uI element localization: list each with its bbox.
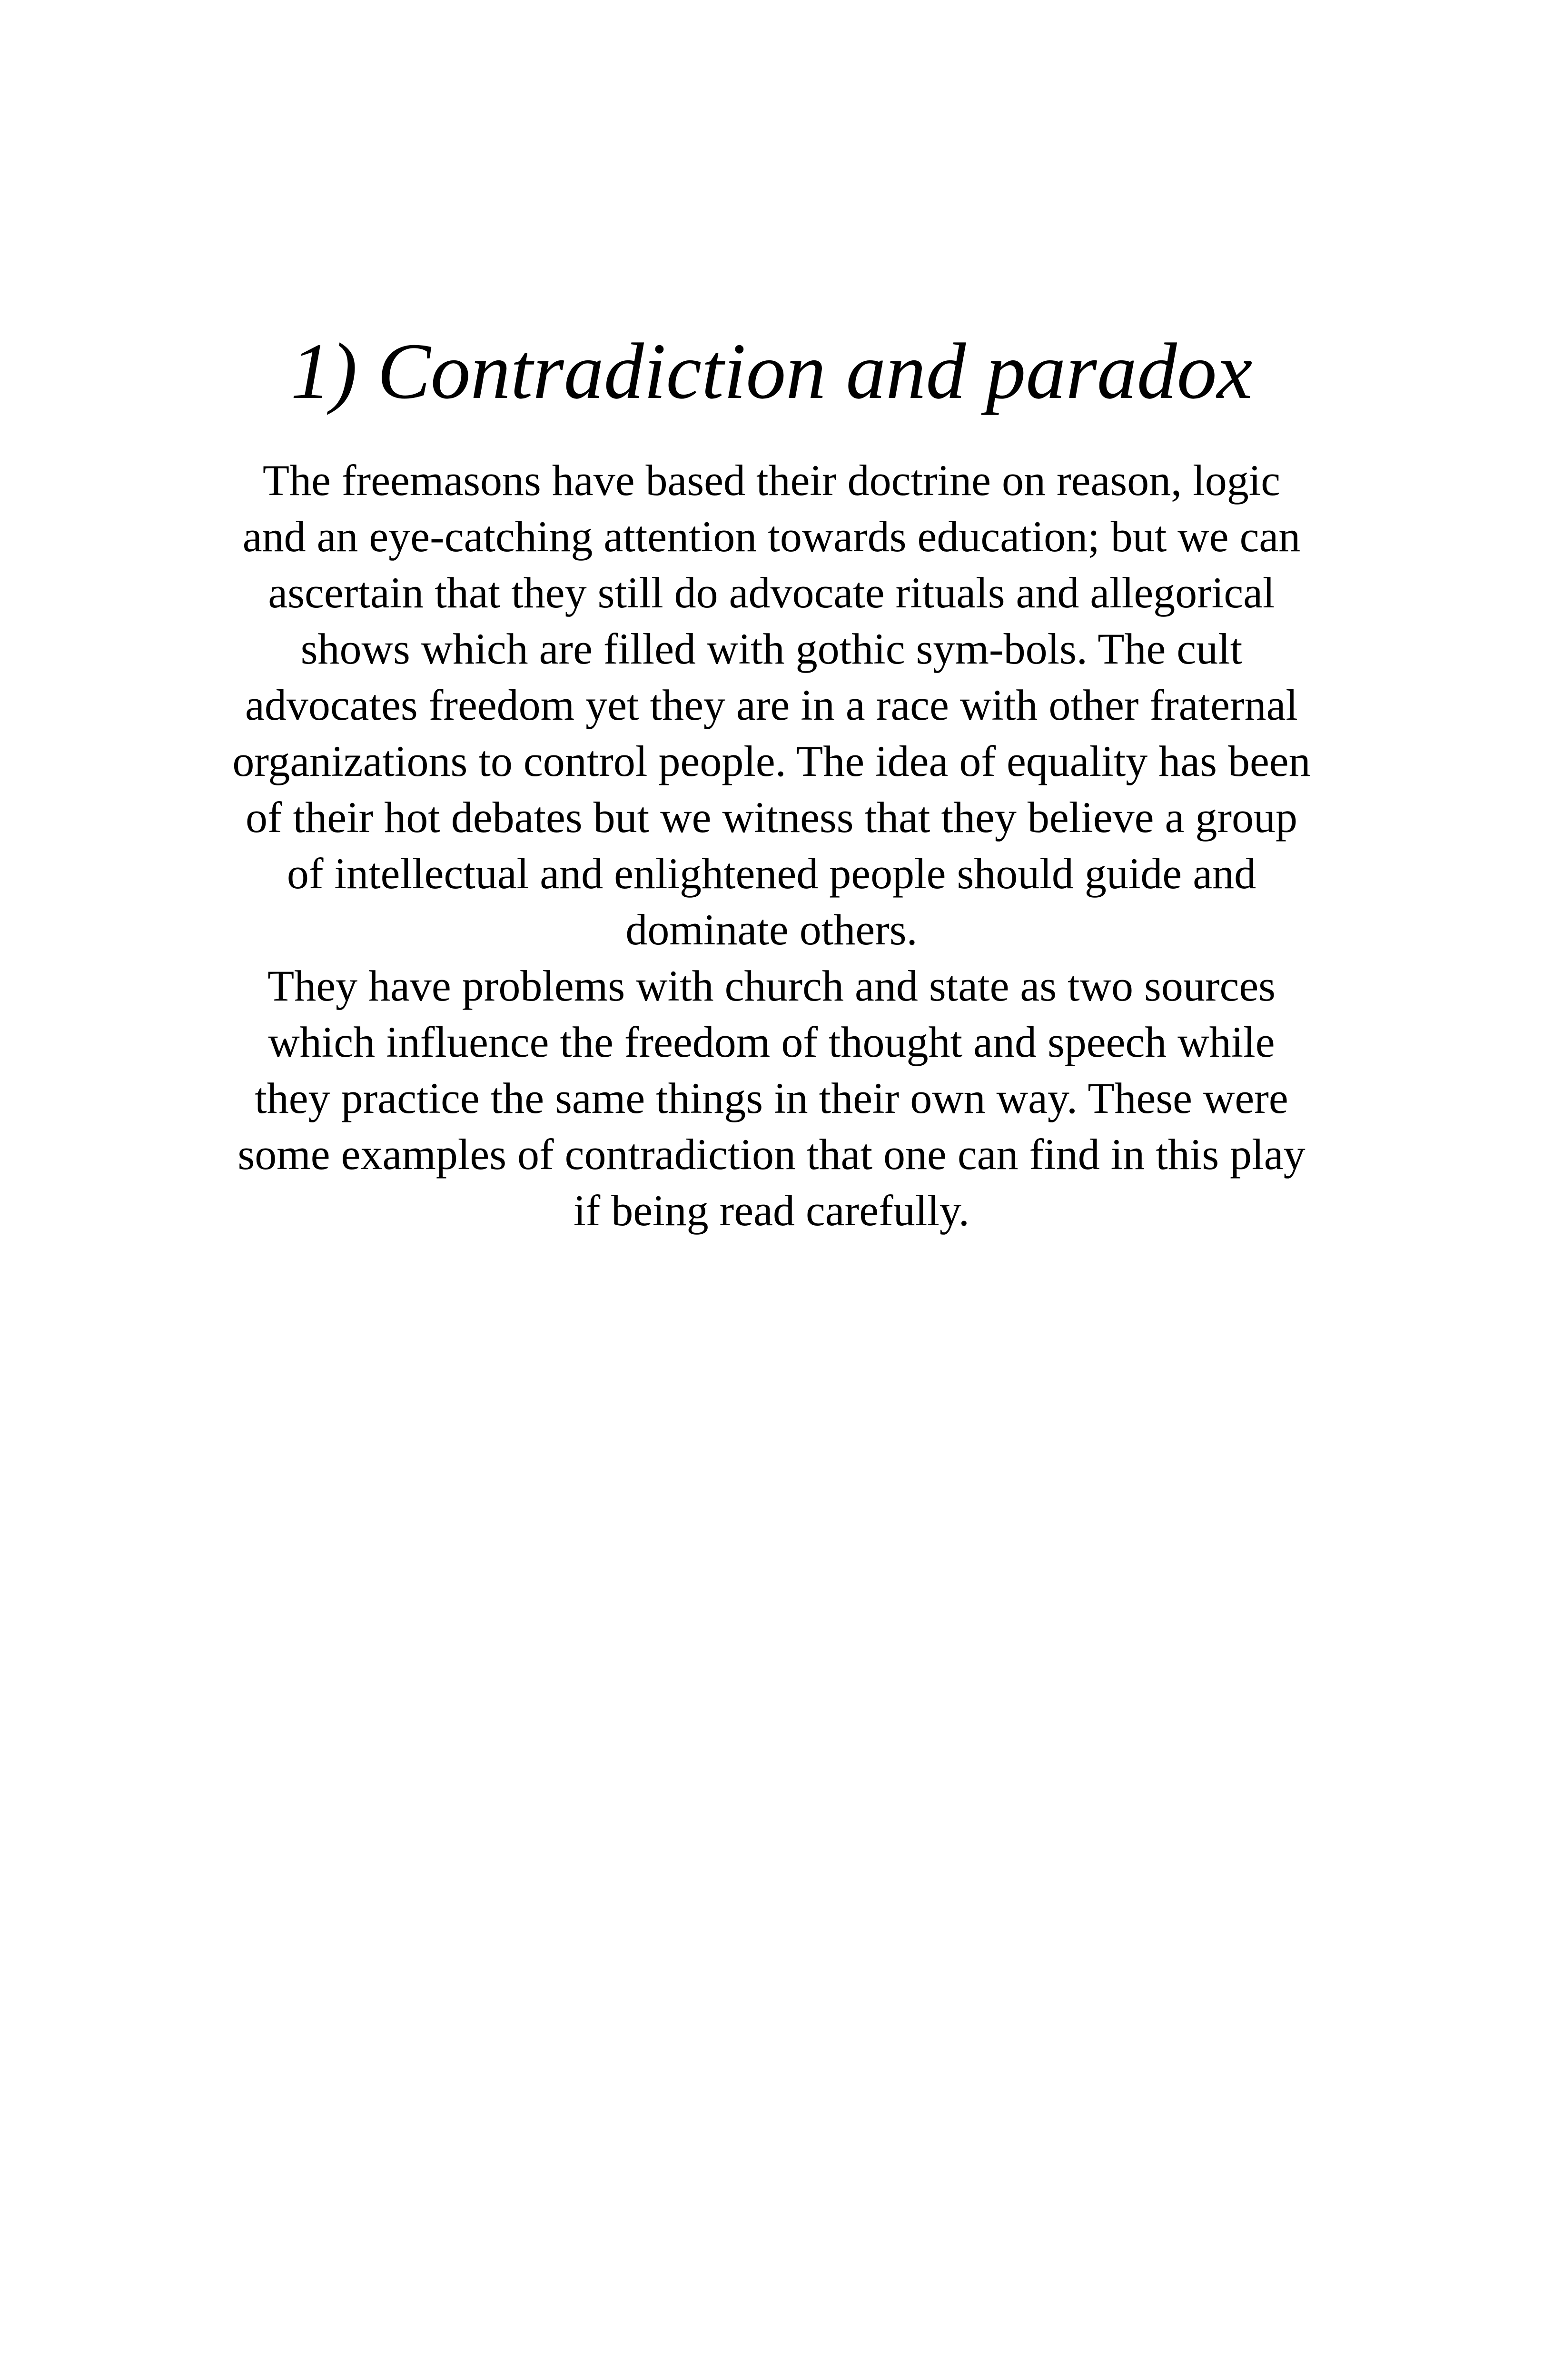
text-line: They have problems with church and state as two sources bbox=[267, 962, 1276, 1010]
text-line: ascertain that they still do advocate rituals and allegorical bbox=[268, 568, 1275, 617]
text-line: if being read carefully. bbox=[574, 1186, 969, 1235]
text-line: of their hot debates but we witness that they believe a group bbox=[246, 793, 1297, 842]
text-line: advocates freedom yet they are in a race with other fraternal bbox=[245, 681, 1298, 729]
body-text bbox=[0, 452, 1543, 1239]
section-heading: 1) Contradiction and paradox bbox=[290, 327, 1253, 416]
text-line: they practice the same things in their own way. These were bbox=[255, 1074, 1288, 1122]
text-line: of intellectual and enlightened people should guide and bbox=[287, 849, 1256, 898]
text-line: dominate others. bbox=[625, 905, 918, 954]
text-line: shows which are filled with gothic sym-bols. The cult bbox=[300, 625, 1243, 673]
text-line: some examples of contradiction that one can find in this play bbox=[237, 1130, 1306, 1179]
text-line: The freemasons have based their doctrine on reason, logic bbox=[262, 456, 1281, 505]
text-line: organizations to control people. The idea of equality has been bbox=[232, 737, 1311, 785]
text-line: which influence the freedom of thought and speech while bbox=[268, 1018, 1275, 1066]
text-line: and an eye-catching attention towards education; but we can bbox=[242, 512, 1301, 561]
